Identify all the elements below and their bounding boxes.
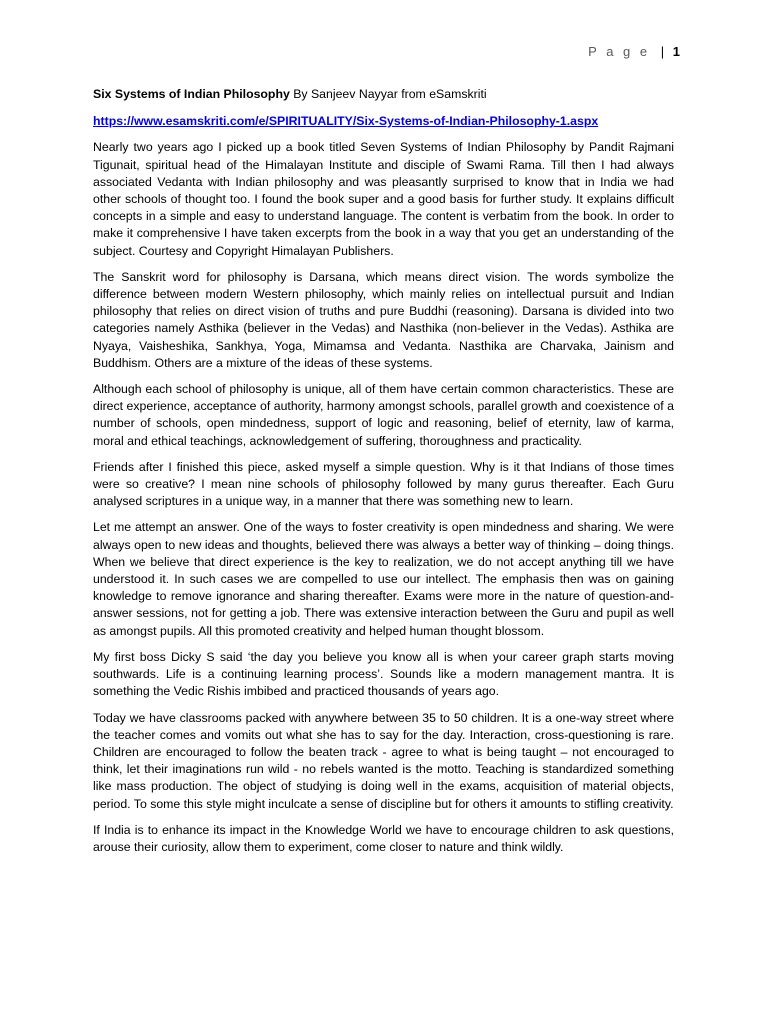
paragraph: The Sanskrit word for philosophy is Darsana, which means direct vision. The words symbolize the difference between modern Western philosophy, which mainly relies on intellectual pursuit and Indian philosophy that relies on direct vision of truths and pure Buddhi (reasoning). Darsana is divided into two categories namely Asthika (believer in the Vedas) and Nasthika (non-believer in the Vedas). Asthika are Nyaya, Vaisheshika, Sankhya, Yoga, Mimamsa and Vedanta. Nasthika are Charvaka, Jainism and Buddhism. Others are a mixture of the ideas of these systems. (93, 269, 674, 370)
source-link-line (93, 113, 674, 130)
paragraph: Although each school of philosophy is unique, all of them have certain common characteristics. These are direct experience, acceptance of authority, harmony amongst schools, parallel growth and coexistence of a number of schools, open mindedness, support of logic and reasoning, belief of eternity, law of karma, moral and ethical teachings, acknowledgement of suffering, thoroughness and practicality. (93, 382, 674, 448)
paragraph: Nearly two years ago I picked up a book titled Seven Systems of Indian Philosophy by Pandit Rajmani Tigunait, spiritual head of the Himalayan Institute and disciple of Swami Rama. Till then I had always associated Vedanta with Indian philosophy and was pleasantly surprised to know that in India we had other schools of thought too. I found the book super and a good basis for further study. It explains difficult concepts in a simple and easy to understand language. The content is verbatim from the book. In order to make it comprehensive I have taken excerpts from the book in a way that you get an understanding of the subject. Courtesy and Copyright Himalayan Publishers. (93, 140, 674, 258)
page-header (588, 44, 680, 59)
page-number: 1 (672, 44, 680, 59)
document-title (93, 86, 674, 103)
paragraph: My first boss Dicky S said ‘the day you believe you know all is when your career graph starts moving southwards. Life is a continuing learning process’. Sounds like a modern management mantra. It is something the Vedic Rishis imbibed and practiced thousands of years ago. (93, 649, 674, 699)
title-bold: Six Systems of Indian Philosophy (93, 87, 290, 101)
page-separator: | (660, 44, 665, 59)
paragraph: Friends after I finished this piece, asked myself a simple question. Why is it that Indians of those times were so creative? I mean nine schools of philosophy followed by many gurus thereafter. Each Guru analysed scriptures in a unique way, in a manner that there was something new to learn. (93, 459, 674, 509)
source-link[interactable]: https://www.esamskriti.com/e/SPIRITUALITY/Six-Systems-of-Indian-Philosophy-1.aspx (93, 114, 599, 129)
document-body (93, 86, 674, 865)
page-word: P a g e (588, 44, 651, 59)
paragraph: Today we have classrooms packed with anywhere between 35 to 50 children. It is a one-way street where the teacher comes and vomits out what she has to say for the day. Interaction, cross-questioning is rare. Children are encouraged to follow the beaten track - agree to what is being taught – not encouraged to think, let their imaginations run wild - no rebels wanted is the motto. Teaching is standardized something like mass production. The object of studying is doing well in the exams, acquisition of material objects, period. To some this style might inculcate a sense of discipline but for others it amounts to stifling creativity. (93, 710, 674, 811)
paragraph: Let me attempt an answer. One of the ways to foster creativity is open mindedness and sharing. We were always open to new ideas and thoughts, believed there was always a better way of thinking – doing things. When we believe that direct experience is the key to realization, we do not accept anything till we have understood it. In such cases we are compelled to use our intellect. The emphasis then was on gaining knowledge to remove ignorance and sharing thereafter. Exams were more in the nature of question-and-answer sessions, not for getting a job. There was extensive interaction between the Guru and pupil as well as amongst pupils. All this promoted creativity and helped human thought blossom. (93, 520, 674, 638)
title-author-source: By Sanjeev Nayyar from eSamskriti (289, 87, 487, 101)
paragraph: If India is to enhance its impact in the Knowledge World we have to encourage children to ask questions, arouse their curiosity, allow them to experiment, come closer to nature and think wildly. (93, 822, 674, 854)
